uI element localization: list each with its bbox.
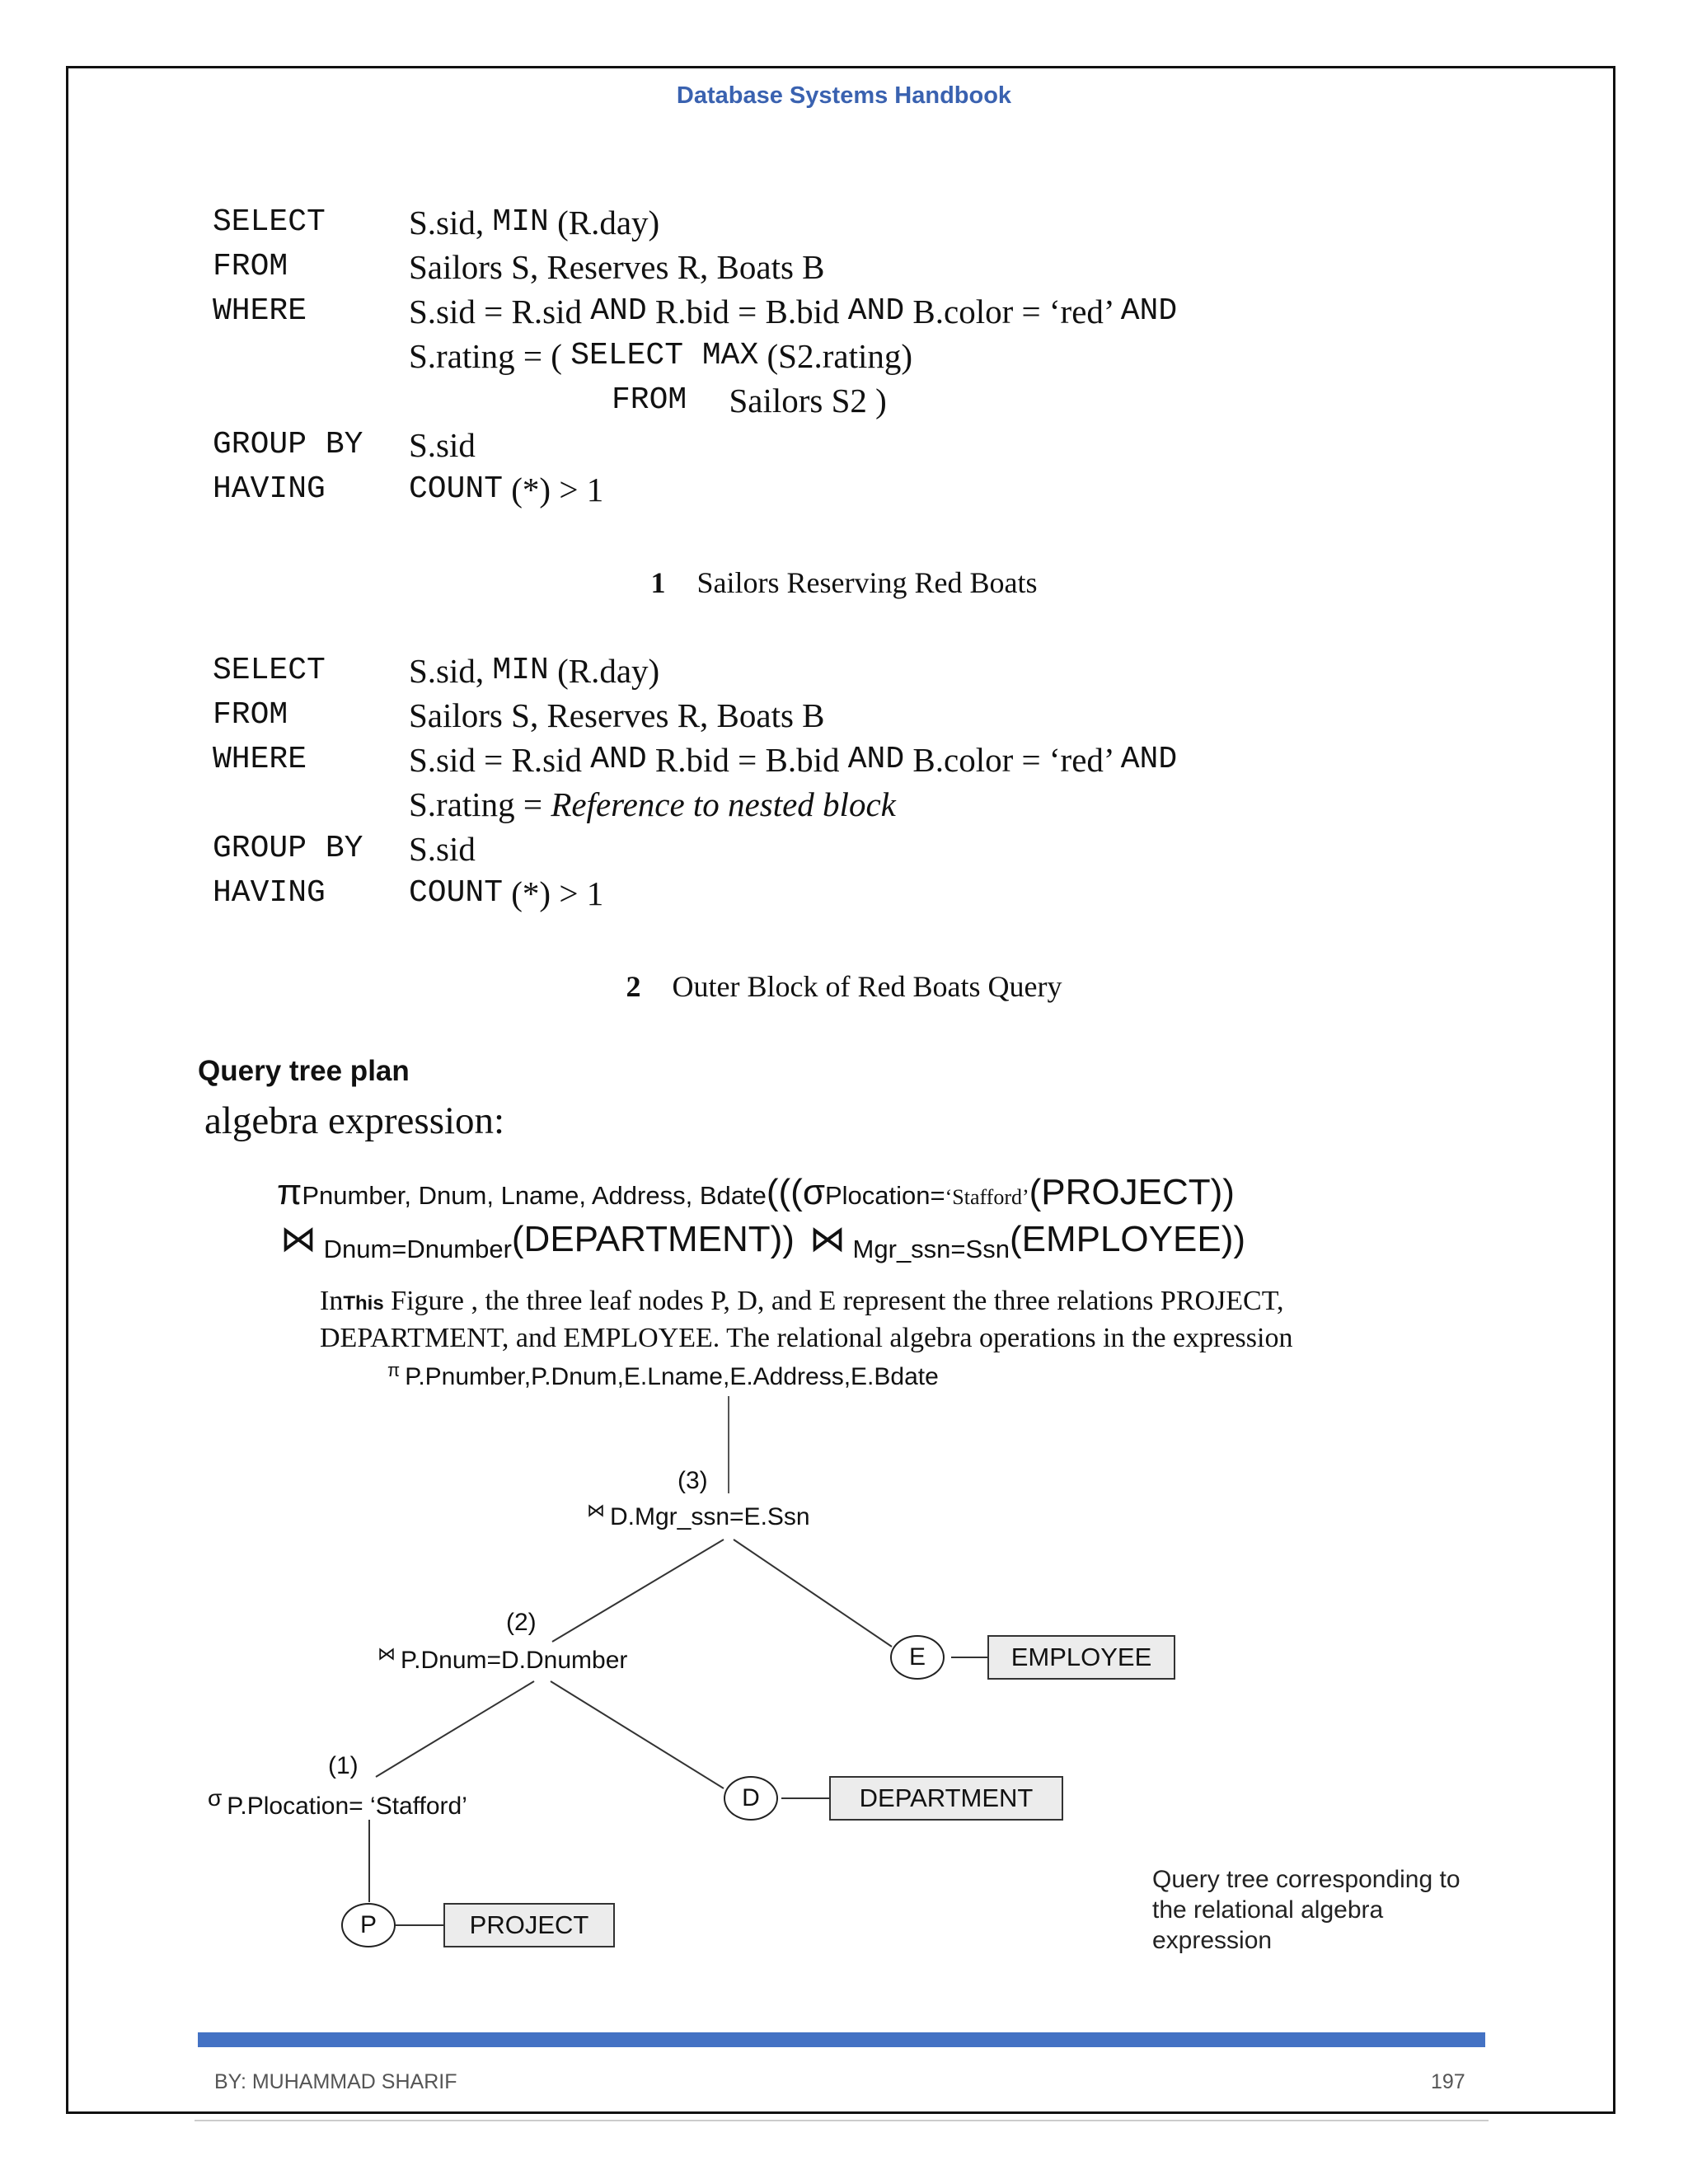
footer-author: BY: MUHAMMAD SHARIF bbox=[214, 2070, 457, 2093]
tree-select-1: σ P.Plocation= ‘Stafford’ bbox=[208, 1785, 467, 1820]
relation-box-employee: EMPLOYEE bbox=[987, 1635, 1175, 1680]
sql-text: (*) > 1 bbox=[503, 874, 604, 912]
employee-relation: (EMPLOYEE)) bbox=[1009, 1219, 1245, 1259]
tree-join-3: ⋈ D.Mgr_ssn=E.Ssn bbox=[587, 1500, 810, 1530]
sql-text: Reference to nested block bbox=[551, 785, 896, 823]
sql-keyword: HAVING bbox=[213, 875, 326, 911]
sigma-condition: Plocation= bbox=[824, 1181, 945, 1210]
relation-box-department: DEPARTMENT bbox=[829, 1776, 1063, 1821]
sql-keyword: SELECT bbox=[213, 653, 326, 688]
sql-text: S.sid = R.sid bbox=[409, 741, 591, 779]
join-symbol-1: ⋈ bbox=[280, 1219, 316, 1259]
sql-keyword: WHERE bbox=[213, 742, 307, 777]
intro-this: This bbox=[343, 1292, 384, 1315]
sql-text: (*) > 1 bbox=[503, 471, 604, 509]
sql-text: Sailors S, Reserves R, Boats B bbox=[409, 248, 825, 286]
tree-join-2: ⋈ P.Dnum=D.Dnumber bbox=[377, 1643, 628, 1674]
sql-text: B.color = ‘red’ bbox=[904, 741, 1121, 779]
open-parens: ((( bbox=[766, 1172, 803, 1212]
sql-keyword: MIN bbox=[492, 204, 549, 240]
relation-box-project: PROJECT bbox=[443, 1903, 615, 1947]
leaf-node-e: E bbox=[890, 1635, 945, 1680]
sql-keyword: SELECT bbox=[213, 204, 326, 240]
join-icon: ⋈ bbox=[587, 1500, 605, 1521]
sql-text: S.sid bbox=[409, 426, 476, 464]
sql-text: R.bid = B.bid bbox=[646, 293, 848, 330]
footer-page-number: 197 bbox=[1431, 2070, 1465, 2093]
leaf-node-d: D bbox=[724, 1776, 778, 1821]
sql-keyword: COUNT bbox=[409, 875, 504, 911]
sql-text: R.bid = B.bid bbox=[646, 741, 848, 779]
sql-keyword: FROM bbox=[612, 382, 687, 418]
join-2-condition: Mgr_ssn=Ssn bbox=[845, 1235, 1010, 1263]
join-icon: ⋈ bbox=[377, 1643, 396, 1664]
pi-icon: π bbox=[387, 1360, 401, 1380]
sigma-value: ‘Stafford’ bbox=[945, 1185, 1029, 1209]
sql-keyword: WHERE bbox=[213, 293, 307, 329]
sql-keyword: HAVING bbox=[213, 471, 326, 507]
sql-text: (S2.rating) bbox=[758, 337, 913, 375]
sql-text: S.sid, bbox=[409, 204, 493, 241]
sql-keyword: AND bbox=[1120, 742, 1178, 777]
sql-keyword: GROUP BY bbox=[213, 427, 363, 462]
sql-text: S.sid = R.sid bbox=[409, 293, 591, 330]
department-relation: (DEPARTMENT)) bbox=[511, 1219, 795, 1259]
footer-rule bbox=[198, 2032, 1485, 2047]
bottom-rule bbox=[195, 2120, 1489, 2121]
sql-keyword: MIN bbox=[492, 653, 549, 688]
figure-2-number: 2 bbox=[626, 970, 641, 1003]
figure-1-title: Sailors Reserving Red Boats bbox=[696, 566, 1038, 599]
sql-text: S.rating = bbox=[409, 785, 551, 823]
sql-keyword: AND bbox=[847, 742, 905, 777]
join-symbol-2: ⋈ bbox=[809, 1219, 846, 1259]
intro-line-2: DEPARTMENT, and EMPLOYEE. The relational algebra operations in the expression bbox=[320, 1323, 1293, 1353]
sql-text: Sailors S, Reserves R, Boats B bbox=[409, 696, 825, 734]
figure-2-title: Outer Block of Red Boats Query bbox=[672, 970, 1062, 1003]
sql-keyword: AND bbox=[590, 293, 647, 329]
running-title: Database Systems Handbook bbox=[676, 82, 1012, 109]
sql-keyword: AND bbox=[590, 742, 647, 777]
sql-keyword: AND bbox=[1120, 293, 1178, 329]
section-heading: Query tree plan bbox=[198, 1055, 410, 1087]
project-relation: (PROJECT)) bbox=[1029, 1172, 1235, 1212]
pi-attributes: Pnumber, Dnum, Lname, Address, Bdate bbox=[302, 1181, 767, 1210]
sigma-symbol: σ bbox=[802, 1172, 825, 1212]
sql-text: S.sid, bbox=[409, 652, 493, 690]
figure-note: Query tree corresponding to the relational algebra expression bbox=[1152, 1866, 1461, 1954]
sql-keyword: SELECT MAX bbox=[570, 338, 759, 373]
intro-line-1: InThis Figure , the three leaf nodes P, D, and E represent the three relations PROJECT, bbox=[320, 1286, 1284, 1316]
sql-text: S.rating = ( bbox=[409, 337, 571, 375]
section-subheading: algebra expression: bbox=[204, 1099, 505, 1142]
figure-1-number: 1 bbox=[650, 566, 666, 599]
sql-keyword: FROM bbox=[213, 697, 288, 733]
tree-join-2-number: (2) bbox=[506, 1609, 537, 1636]
sigma-icon: σ bbox=[208, 1785, 223, 1811]
tree-select-1-number: (1) bbox=[328, 1752, 359, 1779]
leaf-node-p: P bbox=[341, 1903, 396, 1947]
sql-text: (R.day) bbox=[548, 204, 660, 241]
sql-text: B.color = ‘red’ bbox=[904, 293, 1121, 330]
sql-keyword: FROM bbox=[213, 249, 288, 284]
sql-keyword: AND bbox=[847, 293, 905, 329]
sql-text: (R.day) bbox=[548, 652, 660, 690]
sql-text: S.sid bbox=[409, 830, 476, 868]
join-1-condition: Dnum=Dnumber bbox=[316, 1235, 512, 1263]
tree-root-projection: $^\pi$ P.Pnumber,P.Dnum,E.Lname,E.Address,E.Bdate bbox=[387, 1360, 939, 1390]
sql-text: Sailors S2 ) bbox=[687, 382, 887, 419]
sql-keyword: GROUP BY bbox=[213, 831, 363, 866]
tree-join-3-number: (3) bbox=[678, 1467, 708, 1494]
pi-symbol: π bbox=[277, 1172, 302, 1212]
sql-keyword: COUNT bbox=[409, 471, 504, 507]
